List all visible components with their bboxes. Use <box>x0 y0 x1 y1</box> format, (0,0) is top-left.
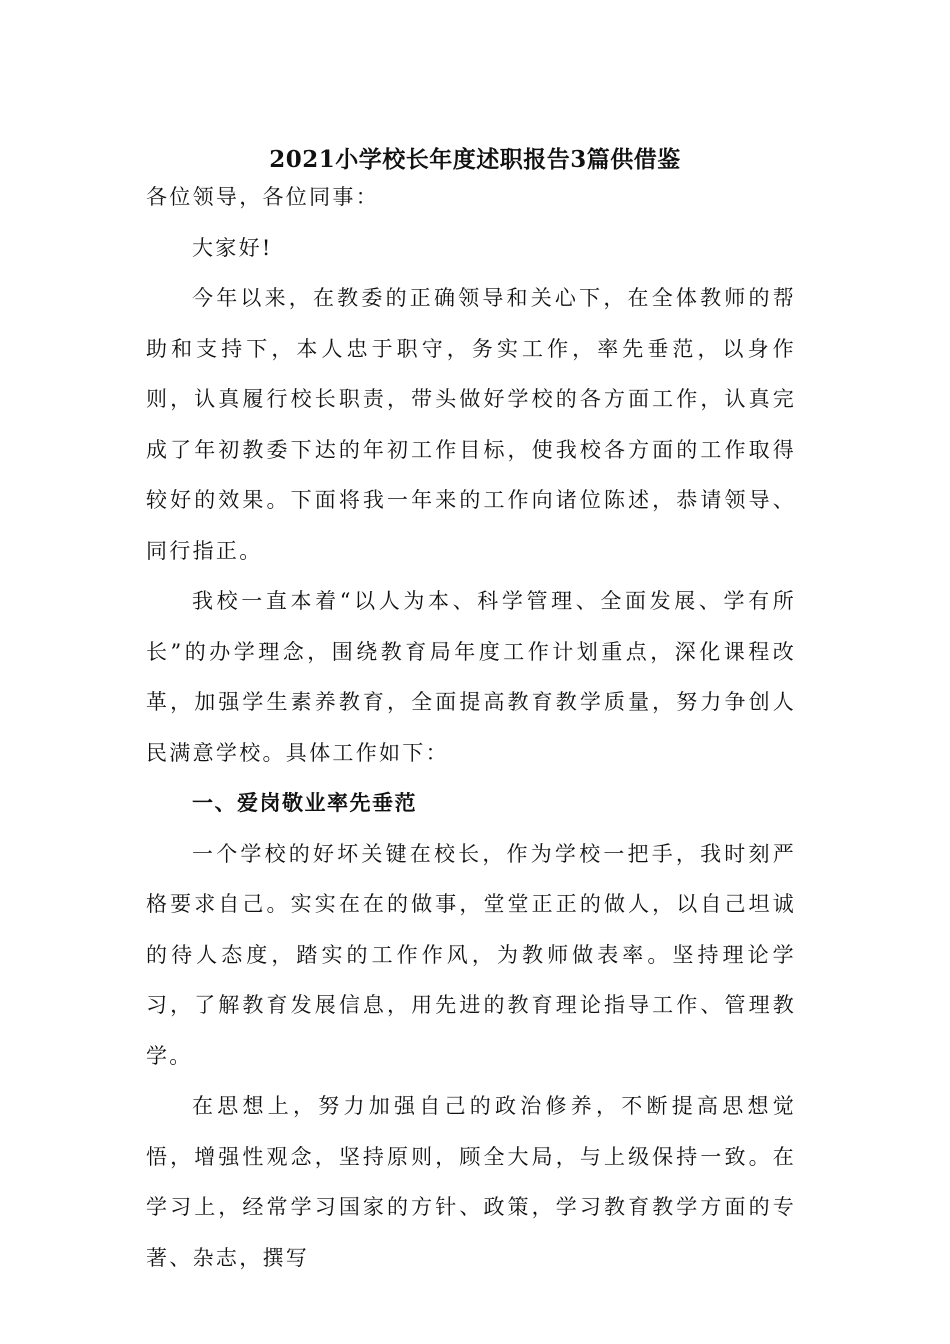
section-heading: 一、爱岗敬业率先垂范 <box>192 790 417 815</box>
paragraph-principal-role: 一个学校的好坏关键在校长，作为学校一把手，我时刻严格要求自己。实实在在的做事，堂堂正正的做人，以自己坦诚的待人态度，踏实的工作作风，为教师做表率。坚持理论学习，了解教育发展信息，用先进的教育理论指导工作、管理教学。 <box>146 841 796 1068</box>
document-title: 2021小学校长年度述职报告3篇供借鉴 <box>269 146 681 173</box>
salutation: 各位领导，各位同事： <box>146 185 379 209</box>
paragraph-philosophy: 我校一直本着“以人为本、科学管理、全面发展、学有所长”的办学理念，围绕教育局年度工作计划重点，深化课程改革，加强学生素养教育，全面提高教育教学质量，努力争创人民满意学校。具体工作如下： <box>146 589 796 765</box>
paragraph-intro: 今年以来，在教委的正确领导和关心下，在全体教师的帮助和支持下，本人忠于职守，务实工作，率先垂范，以身作则，认真履行校长职责，带头做好学校的各方面工作，认真完成了年初教委下达的年初工作目标，使我校各方面的工作取得较好的效果。下面将我一年来的工作向诸位陈述，恭请领导、同行指正。 <box>146 286 796 563</box>
greeting: 大家好! <box>192 235 273 260</box>
paragraph-thinking-learning: 在思想上，努力加强自己的政治修养，不断提高思想觉悟，增强性观念，坚持原则，顾全大局，与上级保持一致。在学习上，经常学习国家的方针、政策，学习教育教学方面的专著、杂志，撰写 <box>146 1094 796 1270</box>
document-body <box>146 172 796 1283</box>
